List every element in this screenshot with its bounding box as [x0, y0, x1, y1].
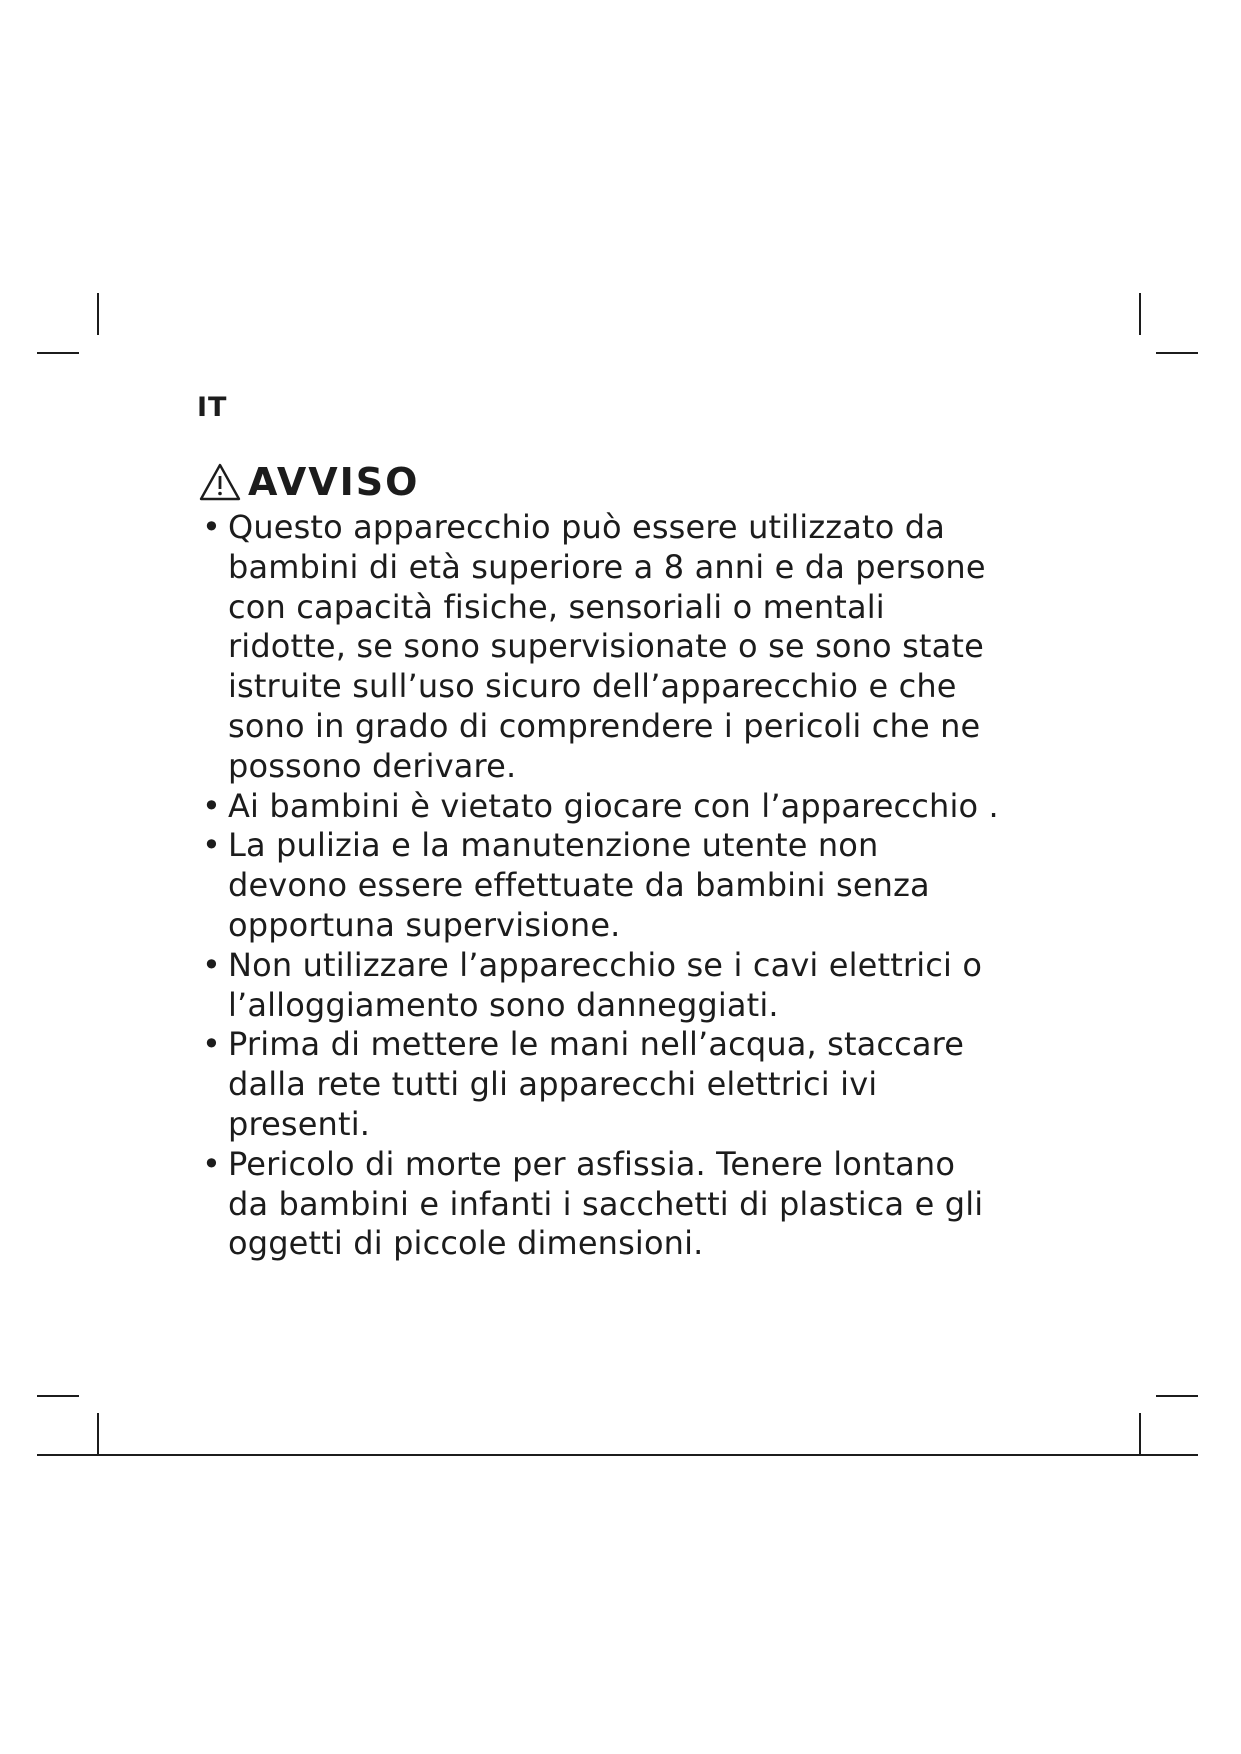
- line: opportuna supervisione.: [228, 905, 621, 944]
- language-code: IT: [197, 392, 228, 423]
- line: dalla rete tutti gli apparecchi elettrici ivi: [228, 1065, 878, 1104]
- crop-mark-bottom-right-horizontal: [1156, 1395, 1198, 1397]
- list-item: [202, 826, 1072, 945]
- crop-mark-top-left-vertical: [97, 293, 99, 335]
- crop-mark-top-right-horizontal: [1156, 352, 1198, 354]
- line: La pulizia e la manutenzione utente non: [228, 826, 879, 865]
- bullet: •: [202, 1025, 222, 1064]
- crop-mark-bottom-right-vertical: [1139, 1413, 1141, 1455]
- bullet: •: [202, 508, 222, 546]
- trim-line-bottom: [37, 1454, 1198, 1456]
- line: sono in grado di comprendere i pericoli che ne: [228, 706, 981, 745]
- list-item: [202, 1025, 1072, 1144]
- line: istruite sull’uso sicuro dell’apparecchio e che: [228, 667, 957, 706]
- bullet: •: [202, 1144, 222, 1183]
- bullet: •: [202, 786, 222, 825]
- warning-list: [202, 508, 1072, 1264]
- line: da bambini e infanti i sacchetti di plastica e gli: [228, 1184, 984, 1223]
- line: Ai bambini è vietato giocare con l’apparecchio .: [228, 786, 999, 825]
- crop-mark-top-right-vertical: [1139, 293, 1141, 335]
- line: Questo apparecchio può essere utilizzato da: [228, 508, 945, 546]
- line: ridotte, se sono supervisionate o se sono state: [228, 627, 984, 666]
- line: Prima di mettere le mani nell’acqua, staccare: [228, 1025, 965, 1064]
- crop-mark-bottom-left-vertical: [97, 1413, 99, 1455]
- bullet: •: [202, 826, 222, 865]
- list-item: [202, 787, 1072, 827]
- line: possono derivare.: [228, 746, 517, 785]
- crop-mark-bottom-left-horizontal: [37, 1395, 79, 1397]
- crop-mark-top-left-horizontal: [37, 352, 79, 354]
- heading-title: AVVISO: [248, 460, 420, 504]
- list-item: [202, 1145, 1072, 1264]
- line: bambini di età superiore a 8 anni e da persone: [228, 547, 986, 586]
- list-item: [202, 946, 1072, 1026]
- line: l’alloggiamento sono danneggiati.: [228, 985, 779, 1024]
- line: presenti.: [228, 1104, 371, 1143]
- line: con capacità fisiche, sensoriali o mentali: [228, 587, 885, 626]
- list-item: [202, 508, 1072, 787]
- line: devono essere effettuate da bambini senza: [228, 866, 930, 905]
- line: oggetti di piccole dimensioni.: [228, 1224, 704, 1263]
- line: Non utilizzare l’apparecchio se i cavi elettrici o: [228, 945, 983, 984]
- warning-triangle-icon: [198, 462, 242, 502]
- bullet: •: [202, 945, 222, 984]
- line: Pericolo di morte per asfissia. Tenere lontano: [228, 1144, 956, 1183]
- warning-heading: [198, 456, 419, 508]
